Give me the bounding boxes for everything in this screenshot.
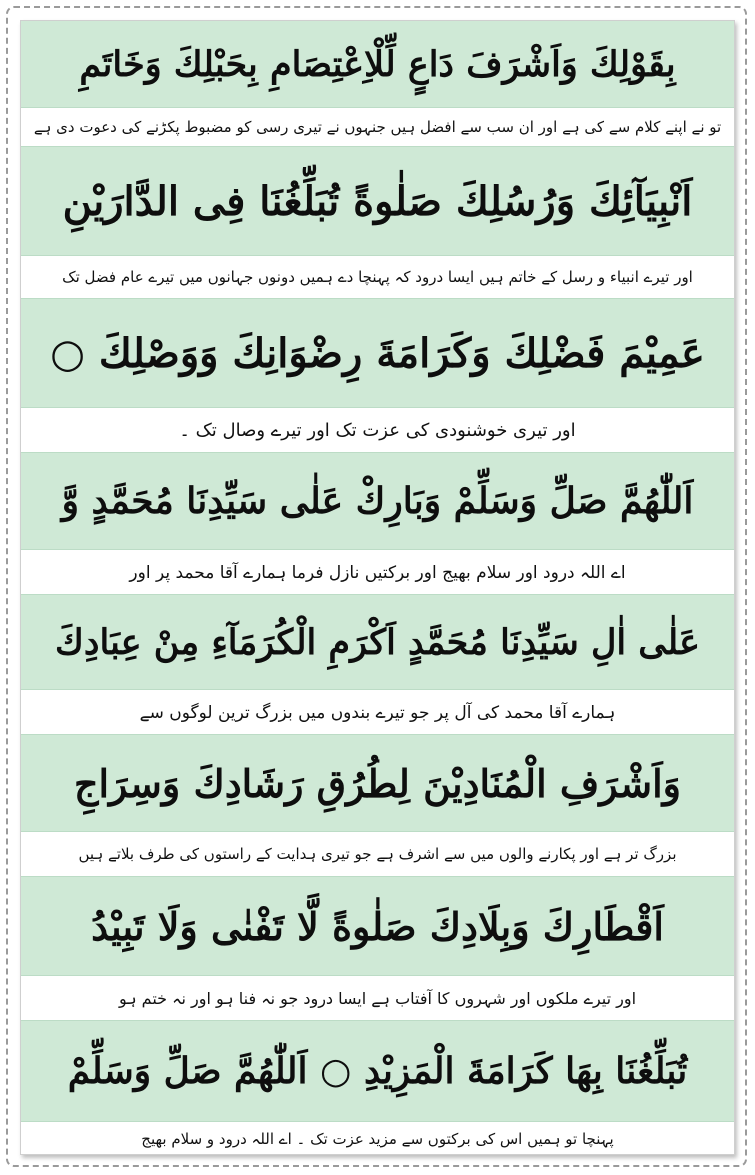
urdu-line-8: پہنچا تو ہمیں اس کی برکتوں سے مزید عزت تک ۔ اے اللہ درود و سلام بھیج (21, 1121, 734, 1155)
urdu-line-1: تو نے اپنے کلام سے کی ہے اور ان سب سے افضل ہیں جنہوں نے تیری رسی کو مضبوط پکڑنے کی دعوت دی ہے (21, 107, 734, 147)
urdu-line-5: ہمارے آقا محمد کی آل پر جو تیرے بندوں میں بزرگ ترین لوگوں سے (21, 689, 734, 735)
urdu-line-4: اے اللہ درود اور سلام بھیج اور برکتیں نازل فرما ہمارے آقا محمد پر اور (21, 549, 734, 595)
arabic-line-4: اَللّٰهُمَّ صَلِّ وَسَلِّمْ وَبَارِكْ عَلٰى سَيِّدِنَا مُحَمَّدٍ وَّ (21, 453, 734, 549)
arabic-line-2: اَنْبِيَآئِكَ وَرُسُلِكَ صَلٰوةً تُبَلِّغُنَا فِى الدَّارَيْنِ (21, 147, 734, 255)
arabic-line-3: عَمِيْمَ فَضْلِكَ وَكَرَامَةَ رِضْوَانِكَ وَوَصْلِكَ ○ (21, 299, 734, 407)
urdu-line-3: اور تیری خوشنودی کی عزت تک اور تیرے وصال تک ۔ (21, 407, 734, 453)
arabic-line-8: تُبَلِّغُنَا بِهَا كَرَامَةَ الْمَزِيْدِ ○ اَللّٰهُمَّ صَلِّ وَسَلِّمْ (21, 1021, 734, 1121)
urdu-line-7: اور تیرے ملکوں اور شہروں کا آفتاب ہے ایسا درود جو نہ فنا ہو اور نہ ختم ہو (21, 975, 734, 1021)
arabic-line-6: وَاَشْرَفِ الْمُنَادِيْنَ لِطُرُقِ رَشَادِكَ وَسِرَاجِ (21, 735, 734, 831)
urdu-line-2: اور تیرے انبیاء و رسل کے خاتم ہیں ایسا درود کہ پہنچا دے ہمیں دونوں جہانوں میں تیرے عام فضل تک (21, 255, 734, 299)
document-page (20, 20, 735, 1155)
urdu-line-6: بزرگ تر ہے اور پکارنے والوں میں سے اشرف ہے جو تیری ہدایت کے راستوں کی طرف بلاتے ہیں (21, 831, 734, 877)
arabic-line-7: اَقْطَارِكَ وَبِلَادِكَ صَلٰوةً لَّا تَفْنٰى وَلَا تَبِيْدُ (21, 877, 734, 975)
arabic-line-1: بِقَوْلِكَ وَاَشْرَفَ دَاعٍ لِّلْاِعْتِصَامِ بِحَبْلِكَ وَخَاتَمِ (21, 21, 734, 107)
arabic-line-5: عَلٰى اٰلِ سَيِّدِنَا مُحَمَّدٍ اَكْرَمِ الْكُرَمَآءِ مِنْ عِبَادِكَ (21, 595, 734, 689)
